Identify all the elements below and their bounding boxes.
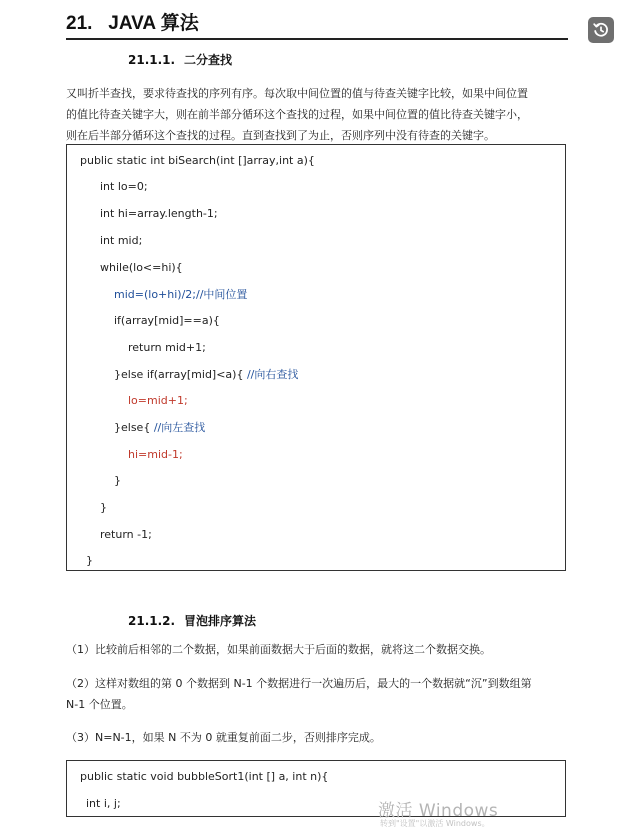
activation-watermark-subtitle: 转到"设置"以激活 Windows。 <box>380 819 490 827</box>
step-line: N-1 个位置。 <box>66 698 133 711</box>
chapter-title <box>66 10 568 40</box>
section-number: 21.1.1. <box>128 53 176 67</box>
activation-watermark: 激活 Windows <box>378 801 499 821</box>
history-icon <box>592 21 610 39</box>
section-name: 冒泡排序算法 <box>184 614 257 628</box>
section-title-bubble-sort <box>128 612 256 629</box>
description-line: 的值比待查关键字大，则在前半部分循环这个查找的过程，如果中间位置的值比待查关键字小， <box>66 108 528 121</box>
code-line <box>114 368 298 382</box>
code-line: int i, j; <box>86 797 121 810</box>
description-line: 则在后半部分循环这个查找的过程。直到查找到了为止，否则序列中没有待查的关键字。 <box>66 129 495 142</box>
chapter-number: 21. <box>66 13 93 34</box>
history-button[interactable] <box>588 17 614 43</box>
code-text: }else{ <box>114 421 154 434</box>
step-1: （1）比较前后相邻的二个数据，如果前面数据大于后面的数据，就将这二个数据交换。 <box>66 643 491 656</box>
code-line: return -1; <box>100 528 152 541</box>
code-block-binary-search <box>66 144 566 571</box>
code-line: public static int biSearch(int []array,int a){ <box>80 154 315 167</box>
code-line: } <box>114 474 121 487</box>
step-3: （3）N=N-1，如果 N 不为 0 就重复前面二步，否则排序完成。 <box>66 731 381 744</box>
code-comment: //向左查找 <box>153 421 206 434</box>
code-line: if(array[mid]==a){ <box>114 314 220 327</box>
code-line: int lo=0; <box>100 180 148 193</box>
section-title-binary-search <box>128 51 232 68</box>
code-line: mid=(lo+hi)/2;//中间位置 <box>114 288 248 301</box>
code-line: int hi=array.length-1; <box>100 207 218 220</box>
code-comment: //向右查找 <box>246 368 299 381</box>
code-line: } <box>86 554 93 567</box>
code-line: } <box>100 501 107 514</box>
description-paragraph <box>66 83 576 146</box>
section-name: 二分查找 <box>184 53 233 67</box>
code-line: while(lo<=hi){ <box>100 261 183 274</box>
section-number: 21.1.2. <box>128 614 176 628</box>
code-line: public static void bubbleSort1(int [] a, int n){ <box>80 770 329 783</box>
code-line <box>114 421 205 435</box>
step-line: （2）这样对数组的第 0 个数据到 N-1 个数据进行一次遍历后，最大的一个数据就“沉”到数组第 <box>66 677 532 690</box>
code-line: return mid+1; <box>128 341 206 354</box>
code-line: int mid; <box>100 234 143 247</box>
code-text: }else if(array[mid]<a){ <box>114 368 247 381</box>
chapter-name: JAVA 算法 <box>108 13 199 34</box>
description-line: 又叫折半查找，要求待查找的序列有序。每次取中间位置的值与待查关键字比较，如果中间位置 <box>66 87 528 100</box>
step-2 <box>66 673 576 715</box>
code-line: lo=mid+1; <box>128 394 188 407</box>
code-line: hi=mid-1; <box>128 448 183 461</box>
